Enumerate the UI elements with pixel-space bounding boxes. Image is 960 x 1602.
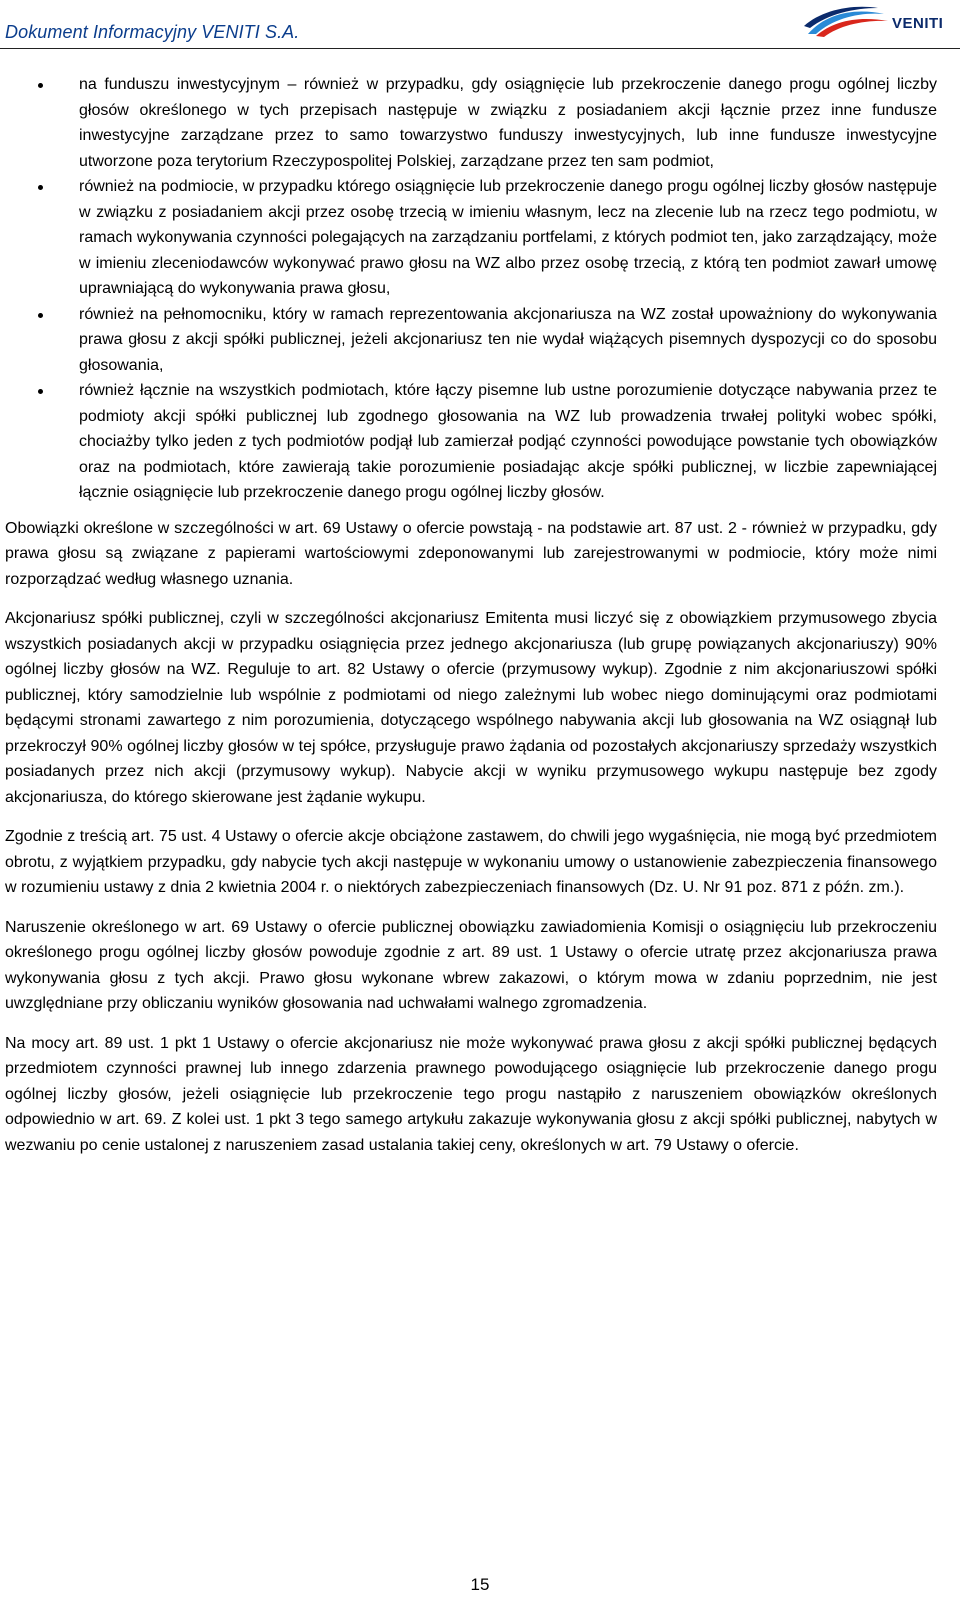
list-item-text: również na podmiocie, w przypadku którego osiągnięcie lub przekroczenie danego progu ogólnej liczby głosów następuje w związku z posiadaniem akcji przez osobę trzecią w imieniu własnym, lecz na zlecenie lub na rzecz tego podmiotu, w ramach wykonywania czynności polegających na zarządzaniu portfelami, z których podmiot ten, jako zarządzający, może w imieniu zleceniodawców wykonywać prawo głosu na WZ albo przez osobę trzecią, z którą ten podmiot zawarł umowę uprawniającą do wykonywania prawa głosu,	[79, 178, 937, 297]
logo-swoosh-icon	[802, 4, 892, 42]
list-item-text: również łącznie na wszystkich podmiotach, które łączy pisemne lub ustne porozumienie dotyczące nabywania przez te podmioty akcji spółki publicznej lub zgodnego głosowania na WZ lub prowadzenia trwałej polityki wobec spółki, chociażby tylko jeden z tych podmiotów podjął lub zamierzał podjąć czynności powodujące powstanie tych obowiązków oraz na podmiotach, które zawierają takie porozumienie posiadając akcje spółki publicznej, w liczbie zapewniającej łącznie osiągnięcie lub przekroczenie danego progu ogólnej liczby głosów.	[79, 382, 937, 501]
body-paragraph: Obowiązki określone w szczególności w art. 69 Ustawy o ofercie powstają - na podstawie art. 87 ust. 2 - również w przypadku, gdy prawa głosu są związane z papierami wartościowymi zdeponowanymi lub zarejestrowanymi w podmiocie, który może nimi rozporządzać według własnego uznania.	[5, 519, 937, 588]
list-item-text: również na pełnomocniku, który w ramach reprezentowania akcjonariusza na WZ został upoważniony do wykonywania prawa głosu z akcji spółki publicznej, jeżeli akcjonariusz ten nie wydał wiążących pisemnych dyspozycji co do sposobu głosowania,	[79, 305, 937, 374]
bullet-icon	[38, 83, 43, 88]
logo-wordmark: VENITI	[892, 15, 944, 32]
bullet-list	[5, 72, 937, 506]
page-header	[0, 0, 960, 50]
veniti-logo	[802, 4, 952, 42]
page-number: 15	[470, 1575, 490, 1594]
list-item	[5, 72, 937, 174]
body-paragraph: Akcjonariusz spółki publicznej, czyli w szczególności akcjonariusz Emitenta musi liczyć się z obowiązkiem przymusowego zbycia wszystkich posiadanych akcji w przypadku osiągnięcia przez jednego akcjonariusza (lub grupę powiązanych akcjonariuszy) 90% ogólnej liczby głosów na WZ. Reguluje to art. 82 Ustawy o ofercie (przymusowy wykup). Zgodnie z nim akcjonariuszowi spółki publicznej, który samodzielnie lub wspólnie z podmiotami od niego zależnymi lub wobec niego dominującymi oraz podmiotami będącymi stronami zawartego z nim porozumienia, dotyczącego wspólnego nabywania akcji lub głosowania na WZ osiągnął lub przekroczył 90% ogólnej liczby głosów w tej spółce, przysługuje prawo żądania od pozostałych akcjonariuszy sprzedaży wszystkich posiadanych przez nich akcji (przymusowy wykup). Nabycie akcji w wyniku przymusowego wykupu następuje bez zgody akcjonariusza, do którego skierowane jest żądanie wykupu.	[5, 610, 937, 806]
bullet-icon	[38, 389, 43, 394]
body-paragraph: Na mocy art. 89 ust. 1 pkt 1 Ustawy o ofercie akcjonariusz nie może wykonywać prawa głosu z akcji spółki publicznej będących przedmiotem czynności prawnej lub innego zdarzenia prawnego powodującego osiągnięcie lub przekroczenie danego progu ogólnej liczby głosów, jeżeli osiągnięcie lub przekroczenie tego progu nastąpiło z naruszeniem obowiązków określonych odpowiednio w art. 69. Z kolei ust. 1 pkt 3 tego samego artykułu zakazuje wykonywania głosu z akcji spółki publicznej, nabytych w wezwaniu po cenie ustalonej z naruszeniem zasad ustalania takiej ceny, określonych w art. 79 Ustawy o ofercie.	[5, 1034, 937, 1154]
list-item	[5, 378, 937, 506]
list-item	[5, 174, 937, 302]
bullet-icon	[38, 185, 43, 190]
header-divider	[0, 48, 960, 49]
body-paragraph: Naruszenie określonego w art. 69 Ustawy o ofercie publicznej obowiązku zawiadomienia Komisji o osiągnięciu lub przekroczeniu określonego progu ogólnej liczby głosów powoduje zgodnie z art. 89 ust. 1 Ustawy o ofercie utratę przez akcjonariusza prawa wykonywania głosu z tych akcji. Prawo głosu wykonane wbrew zakazowi, o którym mowa w zdaniu poprzednim, nie jest uwzględniane przy obliczaniu wyników głosowania nad uchwałami walnego zgromadzenia.	[5, 918, 937, 1012]
list-item	[5, 302, 937, 379]
bullet-icon	[38, 313, 43, 318]
document-title: Dokument Informacyjny VENITI S.A.	[5, 22, 300, 42]
body-paragraph: Zgodnie z treścią art. 75 ust. 4 Ustawy o ofercie akcje obciążone zastawem, do chwili jego wygaśnięcia, nie mogą być przedmiotem obrotu, z wyjątkiem przypadku, gdy nabycie tych akcji następuje w wykonaniu umowy o ustanowienie zabezpieczenia finansowego w rozumieniu ustawy z dnia 2 kwietnia 2004 r. o niektórych zabezpieczeniach finansowych (Dz. U. Nr 91 poz. 871 z późn. zm.).	[5, 828, 937, 896]
list-item-text: na funduszu inwestycyjnym – również w przypadku, gdy osiągnięcie lub przekroczenie danego progu ogólnej liczby głosów określonego w tych przepisach następuje w związku z posiadaniem akcji łącznie przez inne fundusze inwestycyjne zarządzane przez to samo towarzystwo funduszy inwestycyjnych, lub inne fundusze inwestycyjne utworzone poza terytorium Rzeczypospolitej Polskiej, zarządzane przez ten sam podmiot,	[79, 76, 937, 170]
document-body	[5, 72, 937, 1172]
